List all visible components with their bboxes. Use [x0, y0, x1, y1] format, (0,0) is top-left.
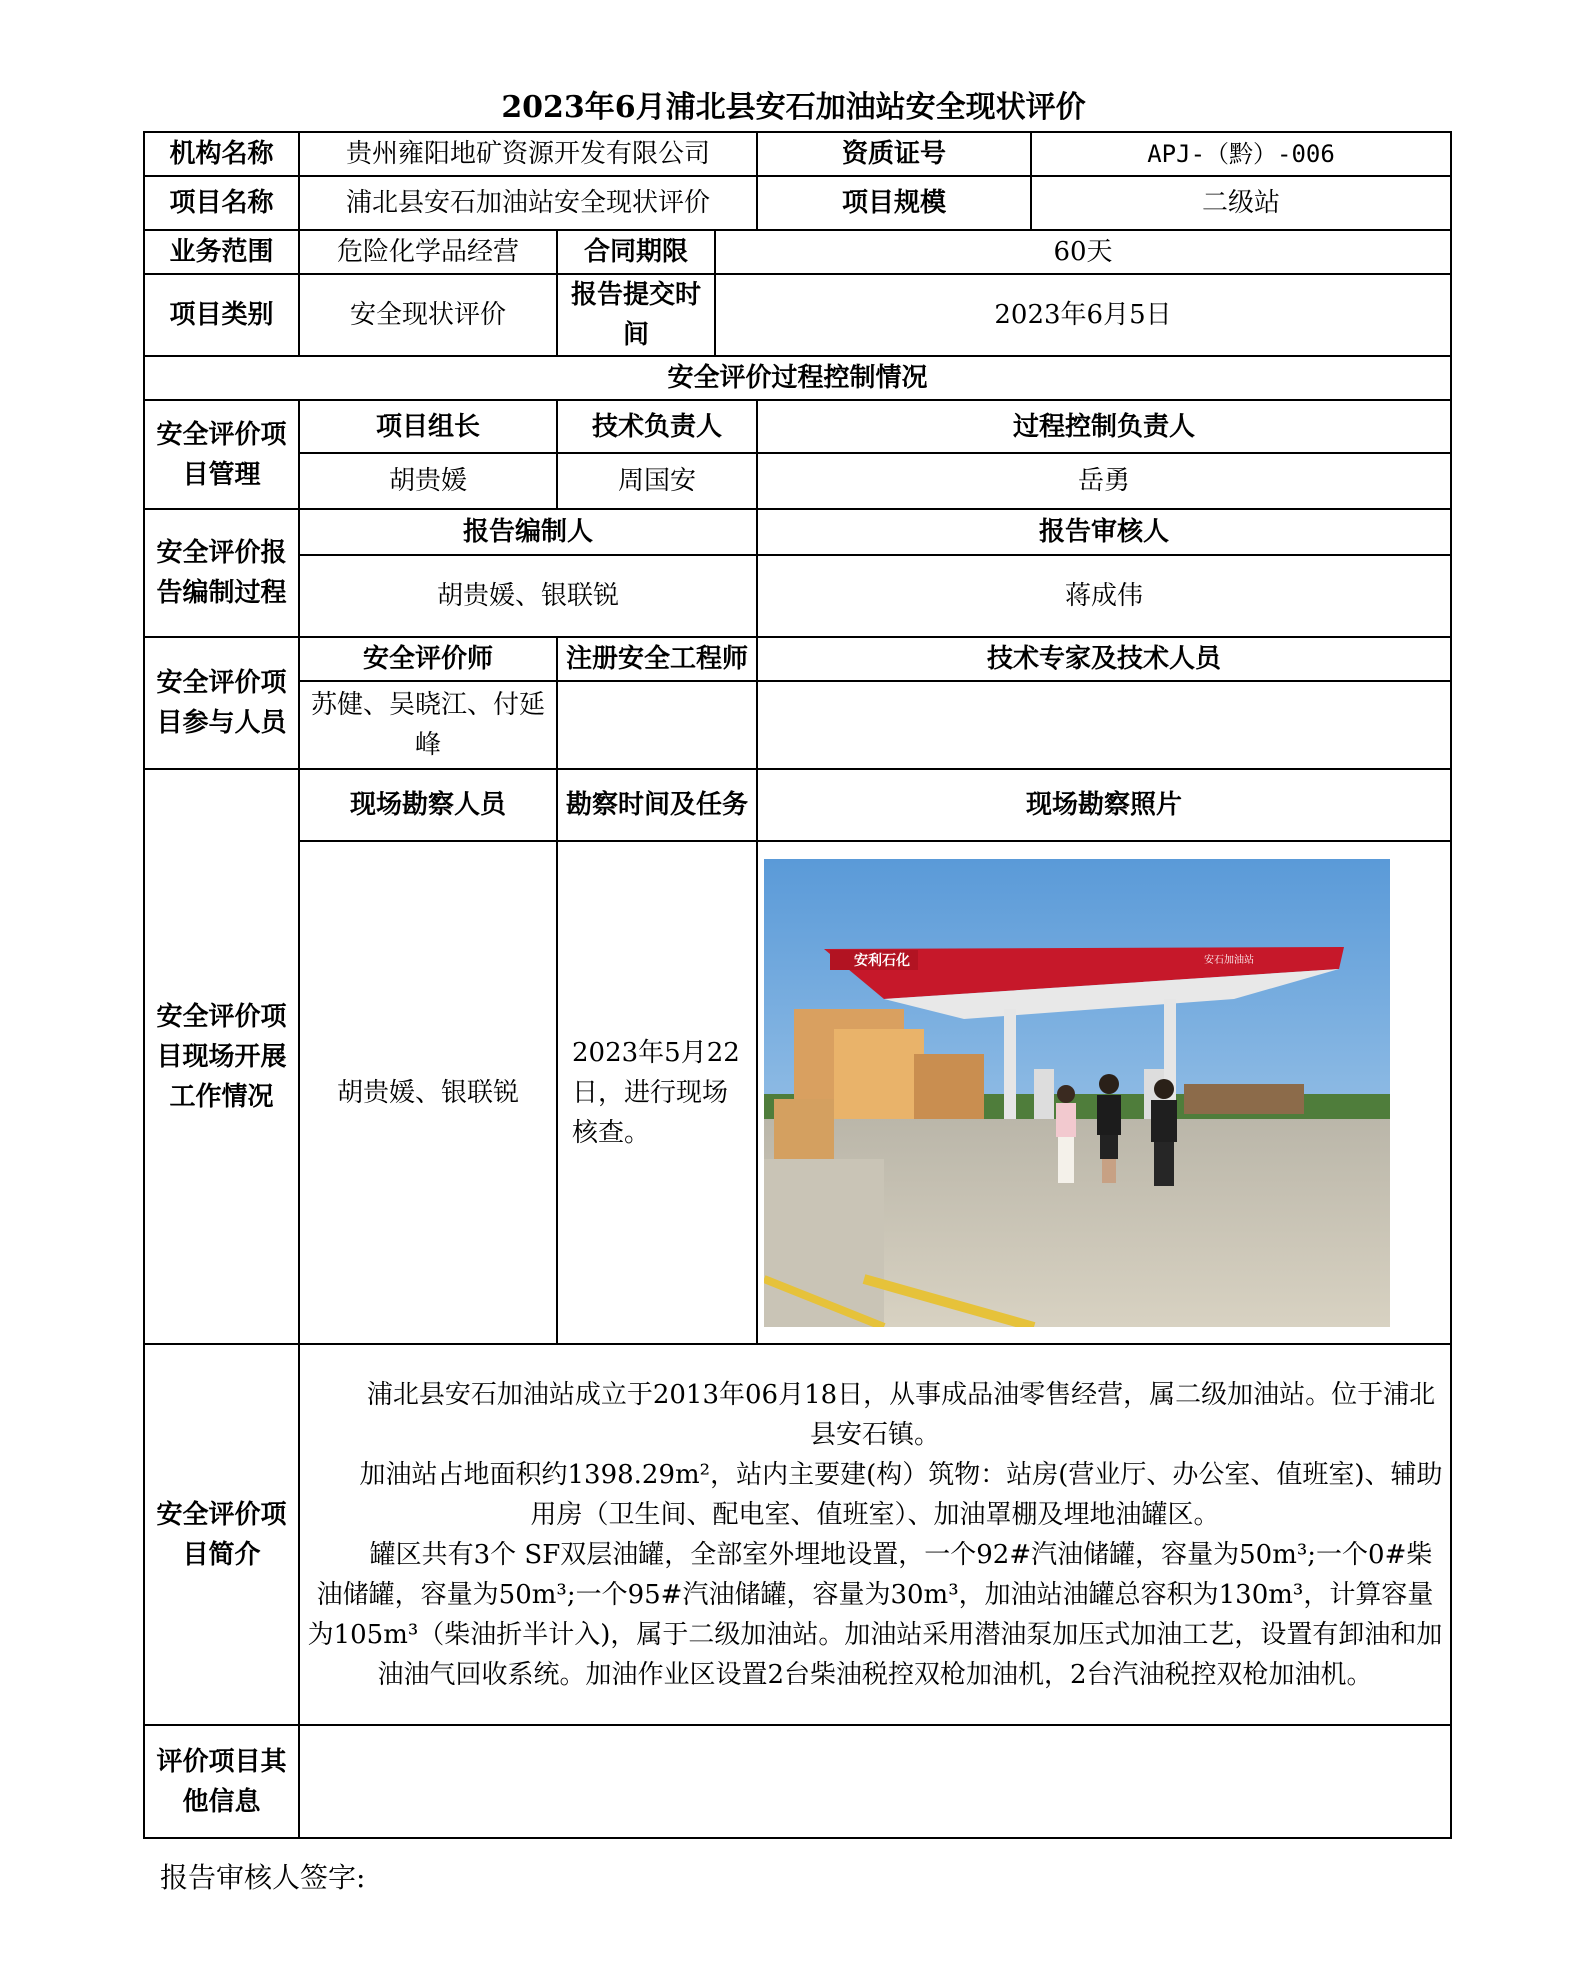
- page-title: 2023年6月浦北县安石加油站安全现状评价: [501, 90, 1086, 125]
- intro-content: [299, 1344, 1451, 1725]
- row-process-heading: [144, 356, 1451, 400]
- intro-paragraph-2: 加油站占地面积约1398.29m²，站内主要建(构）筑物：站房(营业厅、办公室、值班室)、辅助用房（卫生间、配电室、值班室）、加油罩棚及埋地油罐区。: [359, 1459, 1443, 1530]
- control-value: 岳勇: [757, 453, 1451, 509]
- submit-value: 2023年6月5日: [715, 274, 1451, 356]
- intro-paragraph-3: 罐区共有3个 SF双层油罐，全部室外埋地设置，一个92#汽油储罐，容量为50m³;一个0#柴油储罐，容量为50m³;一个95#汽油储罐，容量为30m³，加油站油罐总容积为130m³，计算容量为105m³（柴油折半计入)，属于二级加油站。加油站采用潜油泵加压式加油工艺，设置有卸油和加油油气回收系统。加油作业区设置2台柴油税控双枪加油机，2台汽油税控双枪加油机。: [307, 1539, 1443, 1690]
- survey-time-header: 勘察时间及任务: [557, 769, 757, 841]
- intro-label: 安全评价项目简介: [144, 1344, 299, 1725]
- project-label: 项目名称: [144, 176, 299, 230]
- row-scope: [144, 230, 1451, 274]
- surveyor-header: 现场勘察人员: [299, 769, 557, 841]
- row-intro: [144, 1344, 1451, 1725]
- engineer-header: 注册安全工程师: [557, 637, 757, 681]
- photo-cell: [757, 841, 1451, 1344]
- org-value: 贵州雍阳地矿资源开发有限公司: [299, 132, 757, 176]
- gas-station-photo: [764, 859, 1390, 1327]
- term-label: 合同期限: [557, 230, 715, 274]
- row-other: [144, 1725, 1451, 1838]
- surveyor-value: 胡贵媛、银联锐: [299, 841, 557, 1344]
- row-compile-headers: [144, 509, 1451, 555]
- term-value: 60天: [715, 230, 1451, 274]
- category-value: 安全现状评价: [299, 274, 557, 356]
- org-label: 机构名称: [144, 132, 299, 176]
- compile-label: 安全评价报告编制过程: [144, 509, 299, 637]
- cert-label: 资质证号: [757, 132, 1031, 176]
- process-heading: 安全评价过程控制情况: [144, 356, 1451, 400]
- row-participant-values: [144, 681, 1451, 769]
- row-compile-values: [144, 555, 1451, 637]
- field-label: 安全评价项目现场开展工作情况: [144, 769, 299, 1344]
- mgmt-label: 安全评价项目管理: [144, 400, 299, 509]
- other-label: 评价项目其他信息: [144, 1725, 299, 1838]
- row-participant-headers: [144, 637, 1451, 681]
- tech-header: 技术负责人: [557, 400, 757, 453]
- photo-sign-station: 安石加油站: [1204, 954, 1255, 966]
- scale-value: 二级站: [1031, 176, 1451, 230]
- survey-task-value: 2023年5月22日，进行现场核查。: [557, 841, 757, 1344]
- submit-label: 报告提交时间: [557, 274, 715, 356]
- row-field-headers: [144, 769, 1451, 841]
- cert-value: APJ-（黔）-006: [1031, 132, 1451, 176]
- evaluation-table: [143, 131, 1452, 1839]
- other-value: [299, 1725, 1451, 1838]
- participants-label: 安全评价项目参与人员: [144, 637, 299, 769]
- row-project: [144, 176, 1451, 230]
- leader-header: 项目组长: [299, 400, 557, 453]
- engineer-value: [557, 681, 757, 769]
- photo-header: 现场勘察照片: [757, 769, 1451, 841]
- row-mgmt-headers: [144, 400, 1451, 453]
- scale-label: 项目规模: [757, 176, 1031, 230]
- reviewer-signature-label: 报告审核人签字:: [160, 1861, 366, 1894]
- intro-paragraph-1: 浦北县安石加油站成立于2013年06月18日，从事成品油零售经营，属二级加油站。位于浦北县安石镇。: [366, 1379, 1436, 1450]
- evaluator-header: 安全评价师: [299, 637, 557, 681]
- photo-sign-brand: 安利石化: [854, 952, 911, 969]
- leader-value: 胡贵媛: [299, 453, 557, 509]
- expert-header: 技术专家及技术人员: [757, 637, 1451, 681]
- compiler-header: 报告编制人: [299, 509, 757, 555]
- category-label: 项目类别: [144, 274, 299, 356]
- scope-value: 危险化学品经营: [299, 230, 557, 274]
- row-org: [144, 132, 1451, 176]
- compiler-value: 胡贵媛、银联锐: [299, 555, 757, 637]
- reviewer-value: 蒋成伟: [757, 555, 1451, 637]
- row-category: [144, 274, 1451, 356]
- evaluator-value: 苏健、吴晓江、付延峰: [299, 681, 557, 769]
- expert-value: [757, 681, 1451, 769]
- project-value: 浦北县安石加油站安全现状评价: [299, 176, 757, 230]
- scope-label: 业务范围: [144, 230, 299, 274]
- reviewer-header: 报告审核人: [757, 509, 1451, 555]
- tech-value: 周国安: [557, 453, 757, 509]
- row-field-values: [144, 841, 1451, 1344]
- row-mgmt-values: [144, 453, 1451, 509]
- control-header: 过程控制负责人: [757, 400, 1451, 453]
